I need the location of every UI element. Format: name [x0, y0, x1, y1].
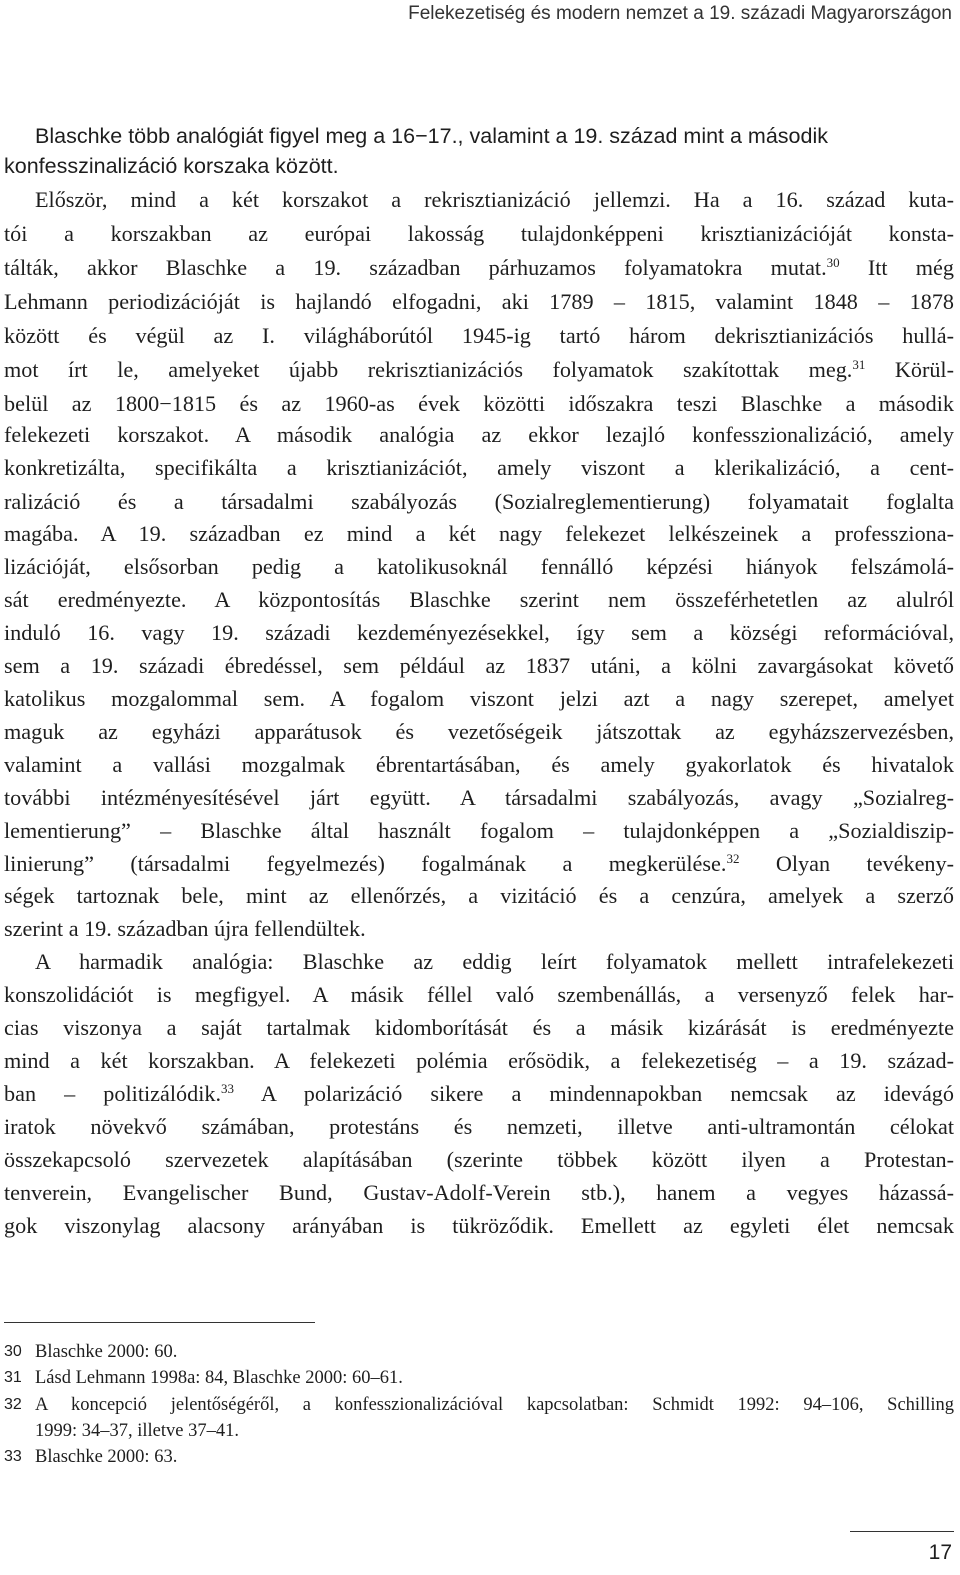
footnote-32-continued [35, 1418, 960, 1444]
text-line-27: konszolidációt is megfigyel. A másik féllel való szembenállás, a versenyző felek har- [4, 982, 954, 1007]
text-line-30: ban – politizálódik.$^{33}$ A polarizáció sikere a mindennapokban nemcsak az idevágó [4, 1081, 954, 1106]
text-line-19: maguk az egyházi apparátusok és vezetőségeik játszottak az egyházszervezésben, [4, 719, 954, 744]
text-line-3: Először, mind a két korszakot a rekrisztianizáció jellemzi. Ha a 16. század kuta- [35, 187, 954, 212]
footnote-number: 31 [4, 1369, 22, 1386]
text-line-23: linierung” (társadalmi fegyelmezés) fogalmának a megkerülése.$^{32}$ Olyan tevékeny- [4, 851, 954, 876]
footnote-text: 1999: 34–37, illetve 37–41. [35, 1421, 239, 1441]
text-line-7: között és végül az I. világháborútól 1945-ig tartó három dekrisztianizációs hullá- [4, 323, 954, 348]
text-line-9: belül az 1800−1815 és az 1960-as évek közötti időszakra teszi Blaschke a második [4, 391, 954, 416]
text-line-11: konkretizálta, specifikálta a krisztianizációt, amely viszont a klerikalizáció, a cent- [4, 455, 954, 480]
text-line-32: összekapcsoló szervezetek alapításában (szerinte többek között ilyen a Protestan- [4, 1147, 954, 1172]
running-head: Felekezetiség és modern nemzet a 19. századi Magyarországon [408, 3, 952, 24]
text-line-21: további intézményesítésével járt együtt. A társadalmi szabályozás, avagy „Sozialreg- [4, 785, 954, 810]
text-line-10: felekezeti korszakot. A második analógia az ekkor lezajló konfesszionalizáció, amely [4, 422, 954, 447]
text-line-28: cias viszonya a saját tartalmak kidomborítását és a másik kizárását is eredményezte [4, 1015, 954, 1040]
footnote-33 [4, 1444, 954, 1470]
footnote-30 [4, 1339, 954, 1365]
footnote-number: 32 [4, 1396, 22, 1413]
text-line-2: konfesszinalizáció korszaka között. [4, 154, 339, 178]
footnote-text: Lásd Lehmann 1998a: 84, Blaschke 2000: 60–61. [35, 1368, 403, 1388]
footnote-number: 33 [4, 1448, 22, 1465]
page-number-rule [850, 1531, 954, 1532]
text-line-26: A harmadik analógia: Blaschke az eddig leírt folyamatok mellett intrafelekezeti [35, 949, 954, 974]
text-line-12: ralizáció és a társadalmi szabályozás (Sozialreglementierung) folyamatait foglalta [4, 489, 954, 514]
text-line-6: Lehmann periodizációját is hajlandó elfogadni, aki 1789 – 1815, valamint 1848 – 1878 [4, 289, 954, 314]
footnote-separator [4, 1322, 315, 1323]
text-line-8: mot írt le, amelyeket újabb rekrisztianizációs folyamatok szakítottak meg.$^{31}$ Körül- [4, 357, 954, 382]
footnote-ref-33[interactable]: 33 [221, 1081, 234, 1096]
text-line-24: ségek tartoznak bele, mint az ellenőrzés, a vizitáció és a cenzúra, amelyek a szerző [4, 883, 954, 908]
footnote-text: A koncepció jelentőségéről, a konfesszionalizációval kapcsolatban: Schmidt 1992: 94–106, Schilling [35, 1395, 954, 1415]
footnote-ref-32[interactable]: 32 [726, 851, 740, 866]
footnote-32 [4, 1392, 954, 1418]
text-line-13: magába. A 19. században ez mind a két nagy felekezet lelkészeinek a professziona- [4, 521, 954, 546]
text-line-5: tálták, akkor Blaschke a 19. században párhuzamos folyamatokra mutat.$^{30}$ Itt még [4, 255, 954, 280]
text-line-31: iratok növekvő számában, protestáns és nemzeti, illetve anti-ultramontán célokat [4, 1114, 954, 1139]
text-line-29: mind a két korszakban. A felekezeti polémia erősödik, a felekezetiség – a 19. század- [4, 1048, 954, 1073]
text-line-25: szerint a 19. században újra fellendültek. [4, 916, 366, 941]
text-line-33: tenverein, Evangelischer Bund, Gustav-Adolf-Verein stb.), hanem a vegyes házassá- [4, 1180, 954, 1205]
text-line-22: lementierung” – Blaschke által használt fogalom – tulajdonképpen a „Sozialdiszip- [4, 818, 954, 843]
footnote-text: Blaschke 2000: 63. [35, 1447, 178, 1467]
footnote-ref-30[interactable]: 30 [826, 255, 840, 270]
text-line-4: tói a korszakban az európai lakosság tulajdonképpeni krisztianizációját konsta- [4, 221, 954, 246]
text-line-14: lizációját, elsősorban pedig a katolikusoknál fennálló képzési hiányok felszámolá- [4, 554, 954, 579]
text-line-17: sem a 19. századi ébredéssel, sem például az 1837 utáni, a kölni zavargásokat követő [4, 653, 954, 678]
text-line-1: Blaschke több analógiát figyel meg a 16−17., valamint a 19. század mint a második [35, 124, 828, 148]
footnote-number: 30 [4, 1343, 22, 1360]
text-line-20: valamint a vallási mozgalmak ébrentartásában, és amely gyakorlatok és hivatalok [4, 752, 954, 777]
text-line-34: gok viszonylag alacsony arányában is tükröződik. Emellett az egyleti élet nemcsak [4, 1213, 954, 1238]
footnote-text: Blaschke 2000: 60. [35, 1342, 178, 1362]
text-line-15: sát eredményezte. A központosítás Blaschke szerint nem összeférhetetlen az alulról [4, 587, 954, 612]
text-line-16: induló 16. vagy 19. századi kezdeményezésekkel, így sem a községi reformációval, [4, 620, 954, 645]
footnote-31 [4, 1365, 954, 1391]
footnote-ref-31[interactable]: 31 [852, 357, 866, 372]
page-number: 17 [928, 1541, 952, 1564]
text-line-18: katolikus mozgalommal sem. A fogalom viszont jelzi azt a nagy szerepet, amelyet [4, 686, 954, 711]
